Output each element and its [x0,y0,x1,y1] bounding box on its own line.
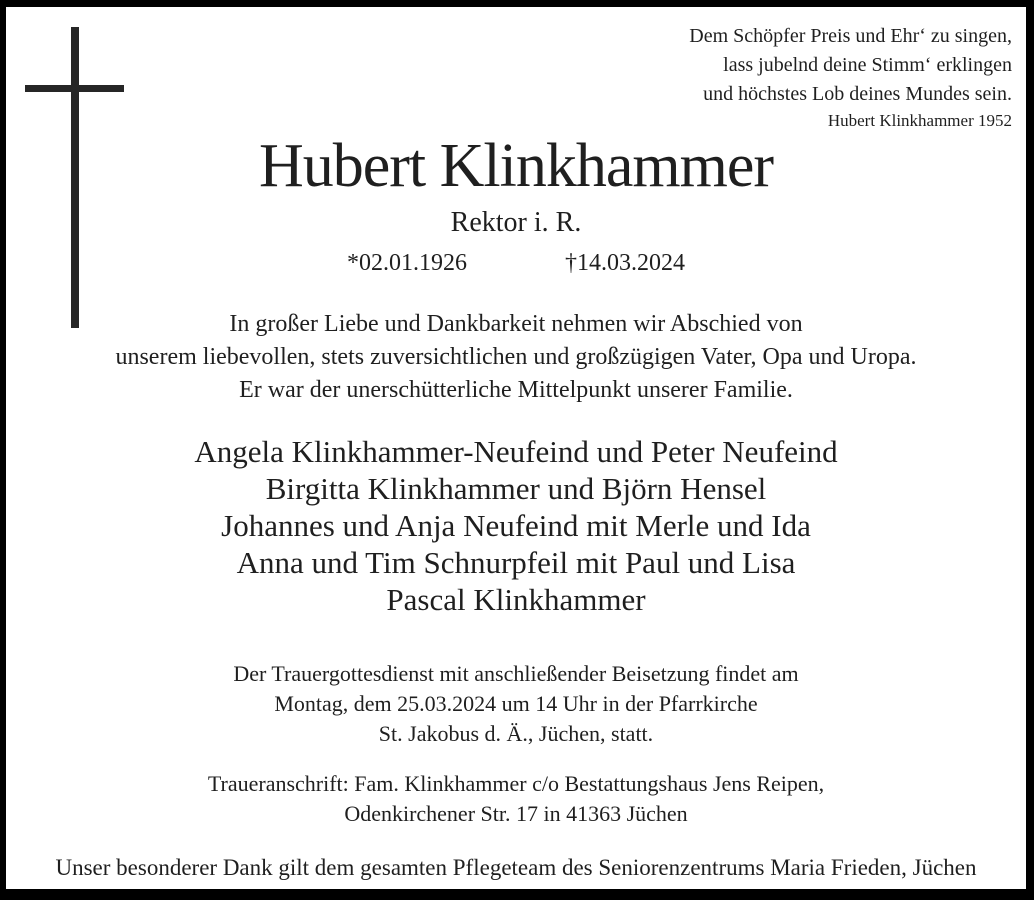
thanks-line: Unser besonderer Dank gilt dem gesamten Pflegeteam des Seniorenzentrums Maria Frieden, Jüchen [55,855,977,880]
deceased-role: Rektor i. R. [450,207,582,238]
service-line: St. Jakobus d. Ä., Jüchen, statt. [378,721,654,746]
epigraph [689,22,1012,133]
epigraph-attribution: Hubert Klinkhammer 1952 [827,111,1012,130]
service-line: Montag, dem 25.03.2024 um 14 Uhr in der Pfarrkirche [274,691,758,716]
mourner-line: Pascal Klinkhammer [386,582,646,617]
mourner-line: Anna und Tim Schnurpfeil mit Paul und Lisa [236,545,796,580]
service-details [6,659,1026,749]
condolence-address [6,769,1026,829]
tribute-text [6,308,1026,407]
epigraph-line: Dem Schöpfer Preis und Ehr‘ zu singen, [689,25,1012,47]
cross-horizontal-bar [25,85,124,92]
mourner-line: Johannes und Anja Neufeind mit Merle und Ida [221,508,811,543]
life-dates [6,248,1026,278]
death-date: †14.03.2024 [565,250,685,276]
tribute-line: unserem liebevollen, stets zuversichtlichen und großzügigen Vater, Opa und Uropa. [115,344,917,370]
address-line: Traueranschrift: Fam. Klinkhammer c/o Bestattungshaus Jens Reipen, [207,771,825,796]
tribute-line: Er war der unerschütterliche Mittelpunkt unserer Familie. [239,377,793,403]
birth-date: *02.01.1926 [347,250,467,276]
mourner-line: Birgitta Klinkhammer und Björn Hensel [265,471,767,506]
address-line: Odenkirchener Str. 17 in 41363 Jüchen [344,801,688,826]
epigraph-line: und höchstes Lob deines Mundes sein. [703,83,1012,105]
deceased-name: Hubert Klinkhammer [258,132,774,200]
mourner-line: Angela Klinkhammer-Neufeind und Peter Neufeind [194,434,838,469]
mourners-list [6,433,1026,618]
service-line: Der Trauergottesdienst mit anschließender Beisetzung findet am [233,661,799,686]
epigraph-line: lass jubelnd deine Stimm‘ erklingen [723,54,1012,76]
tribute-line: In großer Liebe und Dankbarkeit nehmen wir Abschied von [229,311,803,337]
